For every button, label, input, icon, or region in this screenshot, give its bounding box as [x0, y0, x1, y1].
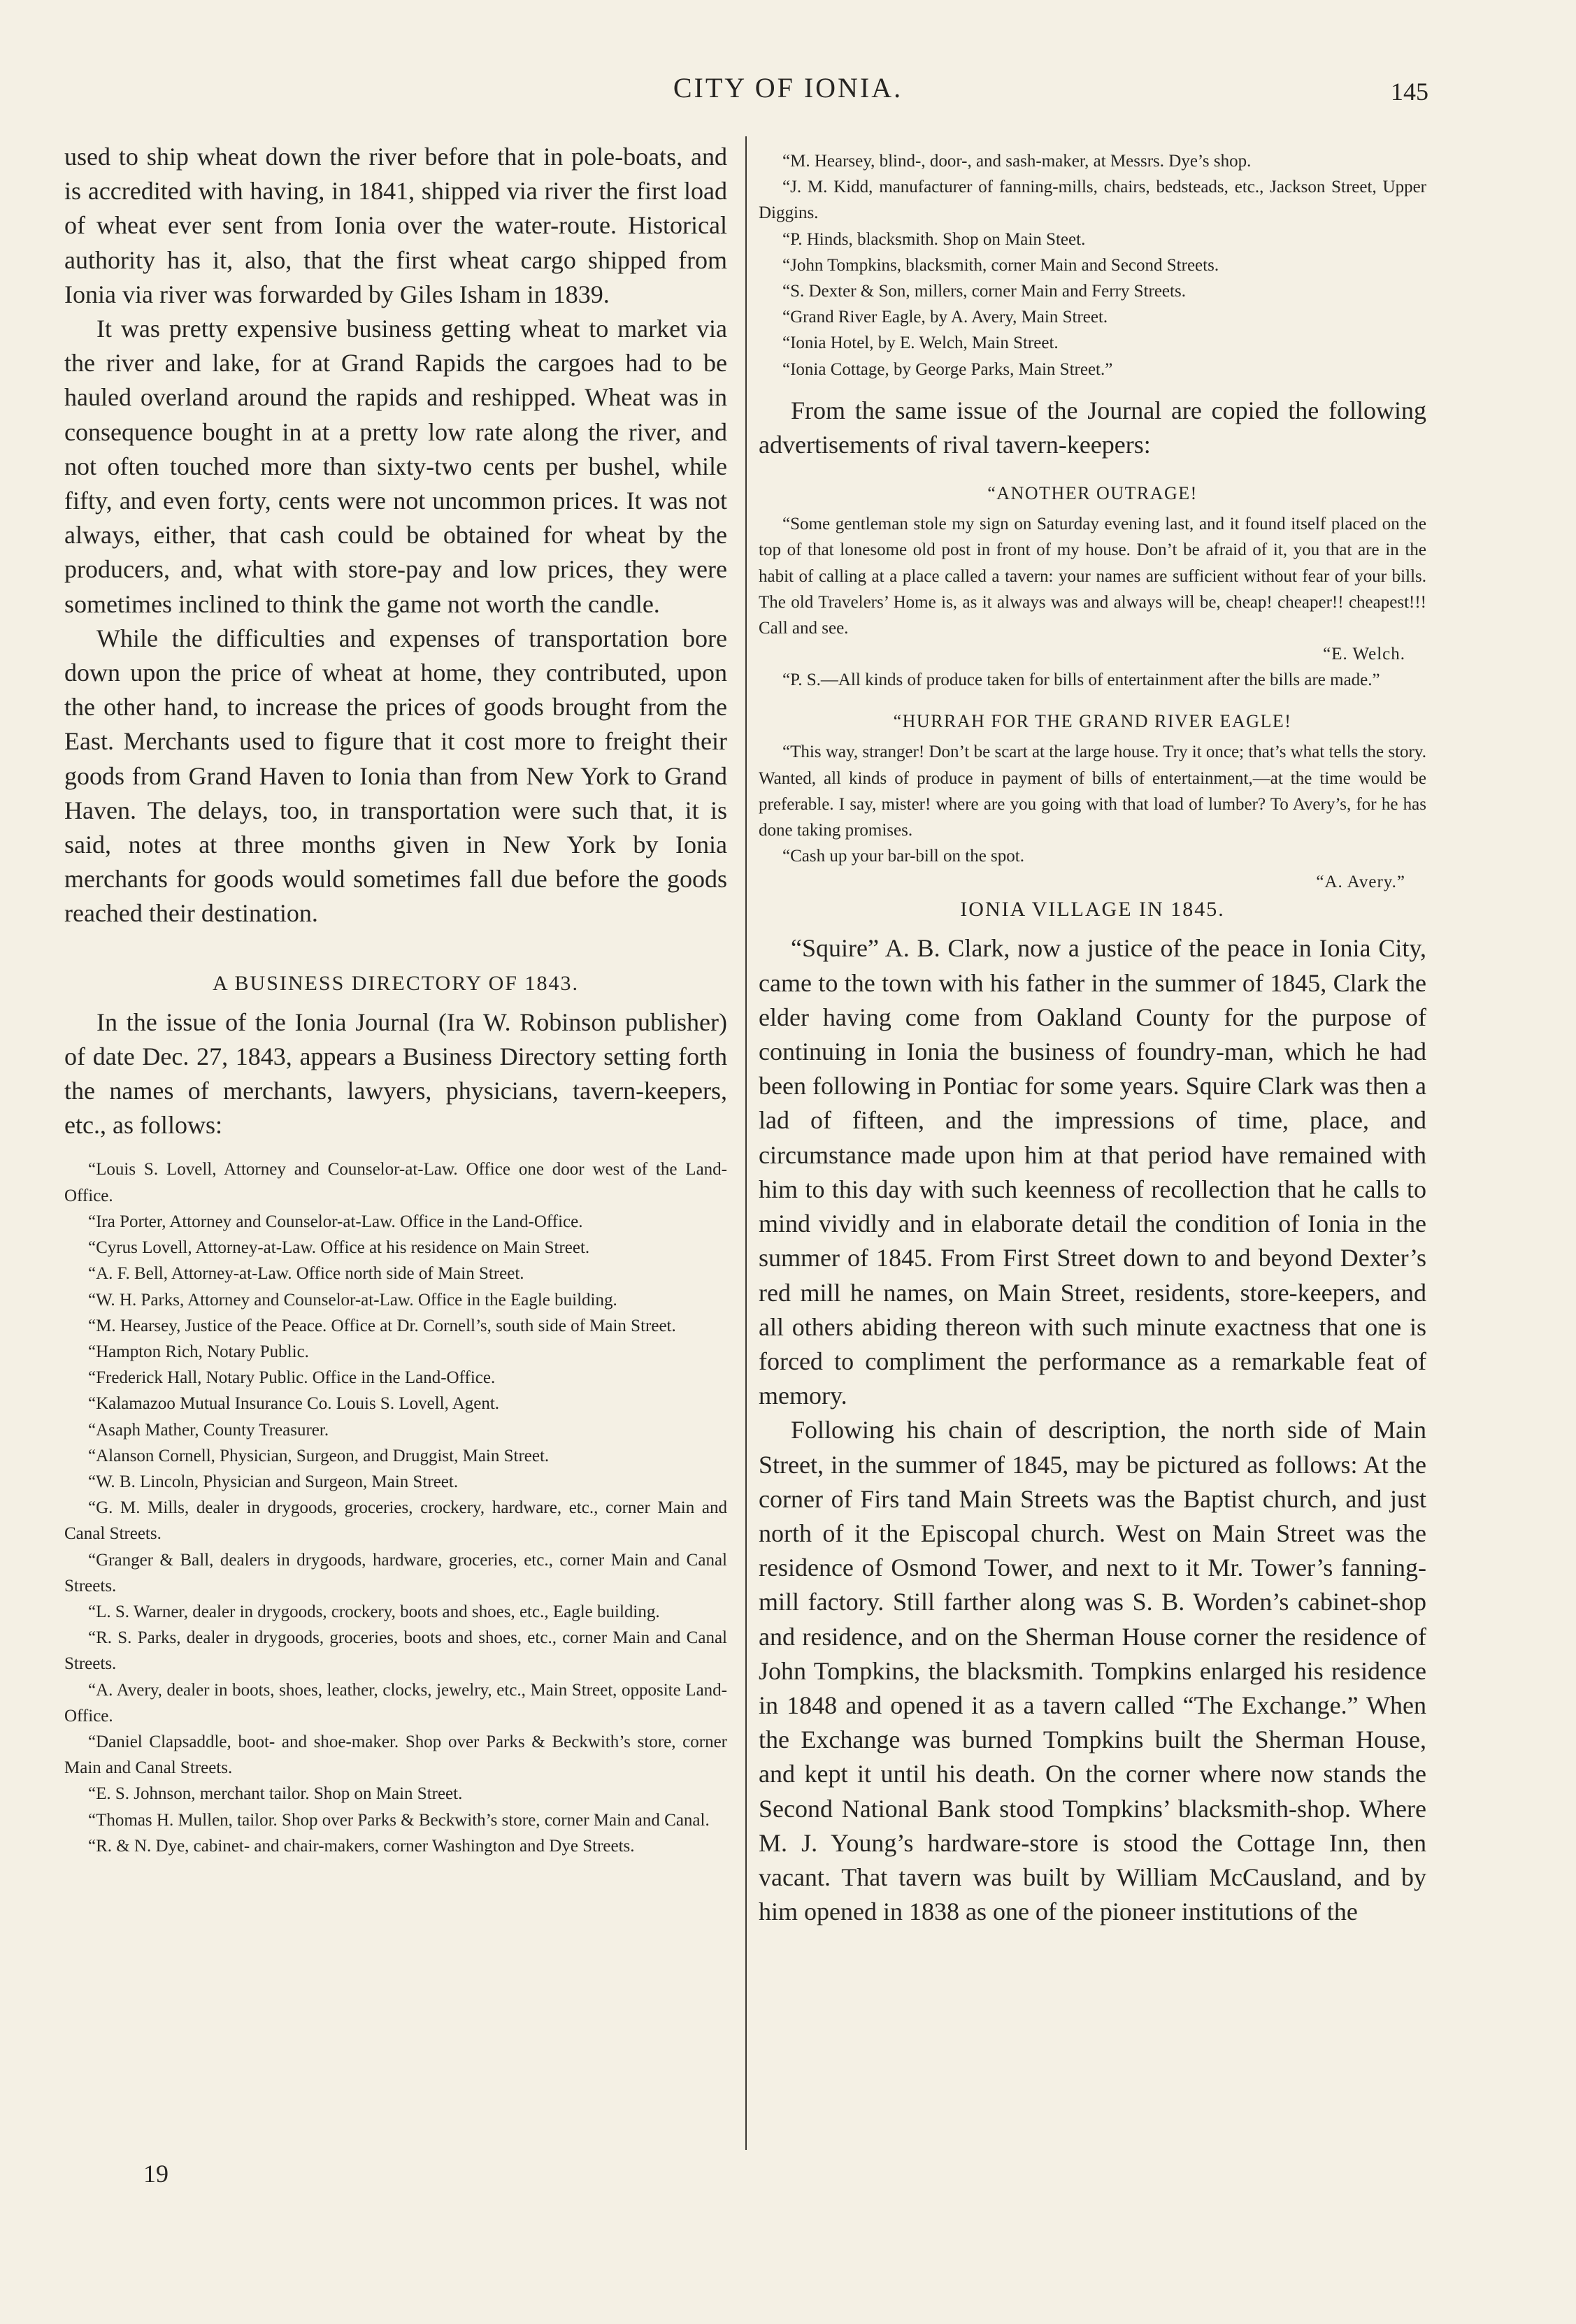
directory-entry: “W. B. Lincoln, Physician and Surgeon, Main Street. — [88, 1472, 459, 1491]
directory-entry: “Daniel Clapsaddle, boot- and shoe-maker. Shop over Parks & Beckwith’s store, corner Main and Canal Streets. — [64, 1732, 727, 1778]
advert-heading-eagle: “HURRAH FOR THE GRAND RIVER EAGLE! — [893, 711, 1292, 732]
directory-entry: “Cyrus Lovell, Attorney-at-Law. Office at his residence on Main Street. — [88, 1238, 590, 1258]
advert-heading-outrage: “ANOTHER OUTRAGE! — [987, 483, 1198, 504]
directory-entry: “Louis S. Lovell, Attorney and Counselor-at-Law. Office one door west of the Land-Office. — [64, 1160, 727, 1205]
advert-signature-avery: “A. Avery.” — [1316, 873, 1405, 892]
paragraph-squire-clark: “Squire” A. B. Clark, now a justice of the peace in Ionia City, came to the town with his father in the summer of 1845, Clark the elder having come from Oakland County for the purpose of continuing in Ionia the business of foundry-man, which he had been following in Pontiac for some years. Squire Clark was then a lad of fifteen, and the impressions of time, place, and circumstance made upon him at that period have remained with him to this day with such keenness of recollection that he calls to mind vividly and in elaborate detail the condition of Ionia in the summer of 1845. From First Street down to and beyond Dexter’s red mill he names, on Main Street, residents, store-keepers, and all others abiding thereon with such minute exactness that one is forced to compliment the performance as a remarkable feat of memory. — [759, 934, 1426, 1410]
directory-entry: “E. S. Johnson, merchant tailor. Shop on Main Street. — [88, 1784, 463, 1804]
signature-mark: 19 — [143, 2160, 169, 2188]
directory-entry: “R. & N. Dye, cabinet- and chair-makers, corner Washington and Dye Streets. — [88, 1836, 635, 1856]
advert-postscript: “P. S.—All kinds of produce taken for bills of entertainment after the bills are made.” — [782, 670, 1380, 690]
directory-heading: A BUSINESS DIRECTORY OF 1843. — [213, 971, 579, 995]
directory-entry: “M. Hearsey, Justice of the Peace. Office at Dr. Cornell’s, south side of Main Street. — [88, 1316, 676, 1335]
directory-list-continued — [759, 148, 1426, 382]
running-head — [0, 71, 1576, 113]
running-title: CITY OF IONIA. — [673, 72, 903, 103]
directory-entry: “Alanson Cornell, Physician, Surgeon, and Druggist, Main Street. — [88, 1446, 550, 1465]
advert-line-cash: “Cash up your bar-bill on the spot. — [782, 847, 1024, 866]
paragraph-transportation: While the difficulties and expenses of transportation bore down upon the price of wheat at home, they contributed, upon the other hand, to increase the prices of goods brought from the East. Merchants used to figure that it cost more to freight their goods from Grand Haven to Ionia than from New York to Grand Haven. The delays, too, in transportation were such that, it is said, notes at three months given in New York by Ionia merchants for goods would sometimes fall due before the goods reached their destination. — [64, 624, 727, 928]
directory-entry: “M. Hearsey, blind-, door-, and sash-maker, at Messrs. Dye’s shop. — [782, 152, 1252, 171]
directory-entry: “G. M. Mills, dealer in drygoods, groceries, crockery, hardware, etc., corner Main and Canal Streets. — [64, 1498, 727, 1544]
advert-body-outrage: “Some gentleman stole my sign on Saturday evening last, and it found itself placed on the top of that lonesome old post in front of my house. Don’t be afraid of it, you that are in the habit of calling at a place called a tavern: your names are sufficient without fear of your bills. The old Travelers’ Home is, as it always was and always will be, cheap! cheaper!! cheapest!!! Call and see. — [759, 515, 1426, 638]
directory-entry: “Hampton Rich, Notary Public. — [88, 1342, 309, 1361]
directory-list — [64, 1156, 727, 1858]
directory-entry: “Ira Porter, Attorney and Counselor-at-Law. Office in the Land-Office. — [88, 1212, 583, 1231]
directory-entry: “P. Hinds, blacksmith. Shop on Main Steet. — [782, 229, 1086, 249]
right-column — [759, 148, 1426, 1929]
directory-intro: In the issue of the Ionia Journal (Ira W. Robinson publisher) of date Dec. 27, 1843, appears a Business Directory setting forth the names of merchants, lawyers, physicians, tavern-keepers, etc., as follows: — [64, 1007, 727, 1140]
village-heading: IONIA VILLAGE IN 1845. — [960, 898, 1225, 921]
directory-entry: “S. Dexter & Son, millers, corner Main and Ferry Streets. — [782, 282, 1186, 301]
directory-entry: “Ionia Hotel, by E. Welch, Main Street. — [782, 333, 1059, 353]
advert-intro: From the same issue of the Journal are copied the following advertisements of rival tavern-keepers: — [759, 396, 1426, 459]
page-number: 145 — [1391, 78, 1428, 106]
directory-entry: “J. M. Kidd, manufacturer of fanning-mills, chairs, bedsteads, etc., Jackson Street, Upper Diggins. — [759, 178, 1426, 223]
directory-entry: “Granger & Ball, dealers in drygoods, hardware, groceries, etc., corner Main and Canal Streets. — [64, 1550, 727, 1595]
directory-entry: “R. S. Parks, dealer in drygoods, groceries, boots and shoes, etc., corner Main and Canal Streets. — [64, 1628, 727, 1674]
directory-entry: “Grand River Eagle, by A. Avery, Main Street. — [782, 308, 1108, 327]
advert-body-eagle: “This way, stranger! Don’t be scart at the large house. Try it once; that’s what tells the story. Wanted, all kinds of produce in payment of bills of entertainment,—at the time would be preferable. I say, mister! where are you going with that load of lumber? To Avery’s, for he has done taking promises. — [759, 743, 1426, 840]
paragraph-main-street: Following his chain of description, the north side of Main Street, in the summer of 1845, may be pictured as follows: At the corner of Firs tand Main Streets was the Baptist church, and just north of it the Episcopal church. West on Main Street was the residence of Osmond Tower, and next to it Mr. Tower’s fanning-mill factory. Still farther along was S. B. Worden’s cabinet-shop and residence, and on the Sherman House corner the residence of John Tompkins, the blacksmith. Tompkins enlarged his residence in 1848 and opened it as a tavern called “The Exchange.” When the Exchange was burned Tompkins built the Sherman House, and kept it until his death. On the corner where now stands the Second National Bank stood Tompkins’ blacksmith-shop. Where M. J. Young’s hardware-store is stood the Cottage Inn, then vacant. That tavern was built by William McCausland, and by him opened in 1838 as one of the pioneer institutions of the — [759, 1416, 1426, 1926]
directory-entry: “L. S. Warner, dealer in drygoods, crockery, boots and shoes, etc., Eagle building. — [88, 1602, 660, 1621]
directory-entry: “A. F. Bell, Attorney-at-Law. Office north side of Main Street. — [88, 1264, 524, 1284]
paragraph-continued: used to ship wheat down the river before that in pole-boats, and is accredited with having, in 1841, shipped via river the first load of wheat ever sent from Ionia over the water-route. Historical authority has it, also, that the first wheat cargo shipped from Ionia via river was forwarded by Giles Isham in 1839. — [64, 143, 727, 308]
advert-signature-welch: “E. Welch. — [1323, 645, 1405, 664]
column-divider — [745, 136, 747, 2150]
directory-entry: “Asaph Mather, County Treasurer. — [88, 1420, 329, 1440]
directory-entry: “Thomas H. Mullen, tailor. Shop over Parks & Beckwith’s store, corner Main and Canal. — [88, 1810, 710, 1830]
directory-entry: “Kalamazoo Mutual Insurance Co. Louis S. Lovell, Agent. — [88, 1394, 500, 1414]
directory-entry: “John Tompkins, blacksmith, corner Main and Second Streets. — [782, 255, 1219, 275]
directory-entry: “A. Avery, dealer in boots, shoes, leather, clocks, jewelry, etc., Main Street, opposite Land-Office. — [64, 1680, 727, 1726]
directory-entry: “W. H. Parks, Attorney and Counselor-at-Law. Office in the Eagle building. — [88, 1290, 617, 1310]
directory-entry: “Ionia Cottage, by George Parks, Main Street.” — [782, 359, 1113, 379]
left-column — [64, 140, 727, 1859]
directory-entry: “Frederick Hall, Notary Public. Office in the Land-Office. — [88, 1368, 496, 1388]
paragraph-wheat-market: It was pretty expensive business getting wheat to market via the river and lake, for at Grand Rapids the cargoes had to be hauled overland around the rapids and reshipped. Wheat was in consequence bought in at a pretty low rate along the river, and not often touched more than sixty-two cents per bushel, while fifty, and even forty, cents were not uncommon prices. It was not always, either, that cash could be obtained for wheat by the producers, and, what with store-pay and low prices, they were sometimes inclined to think the game not worth the candle. — [64, 315, 727, 618]
